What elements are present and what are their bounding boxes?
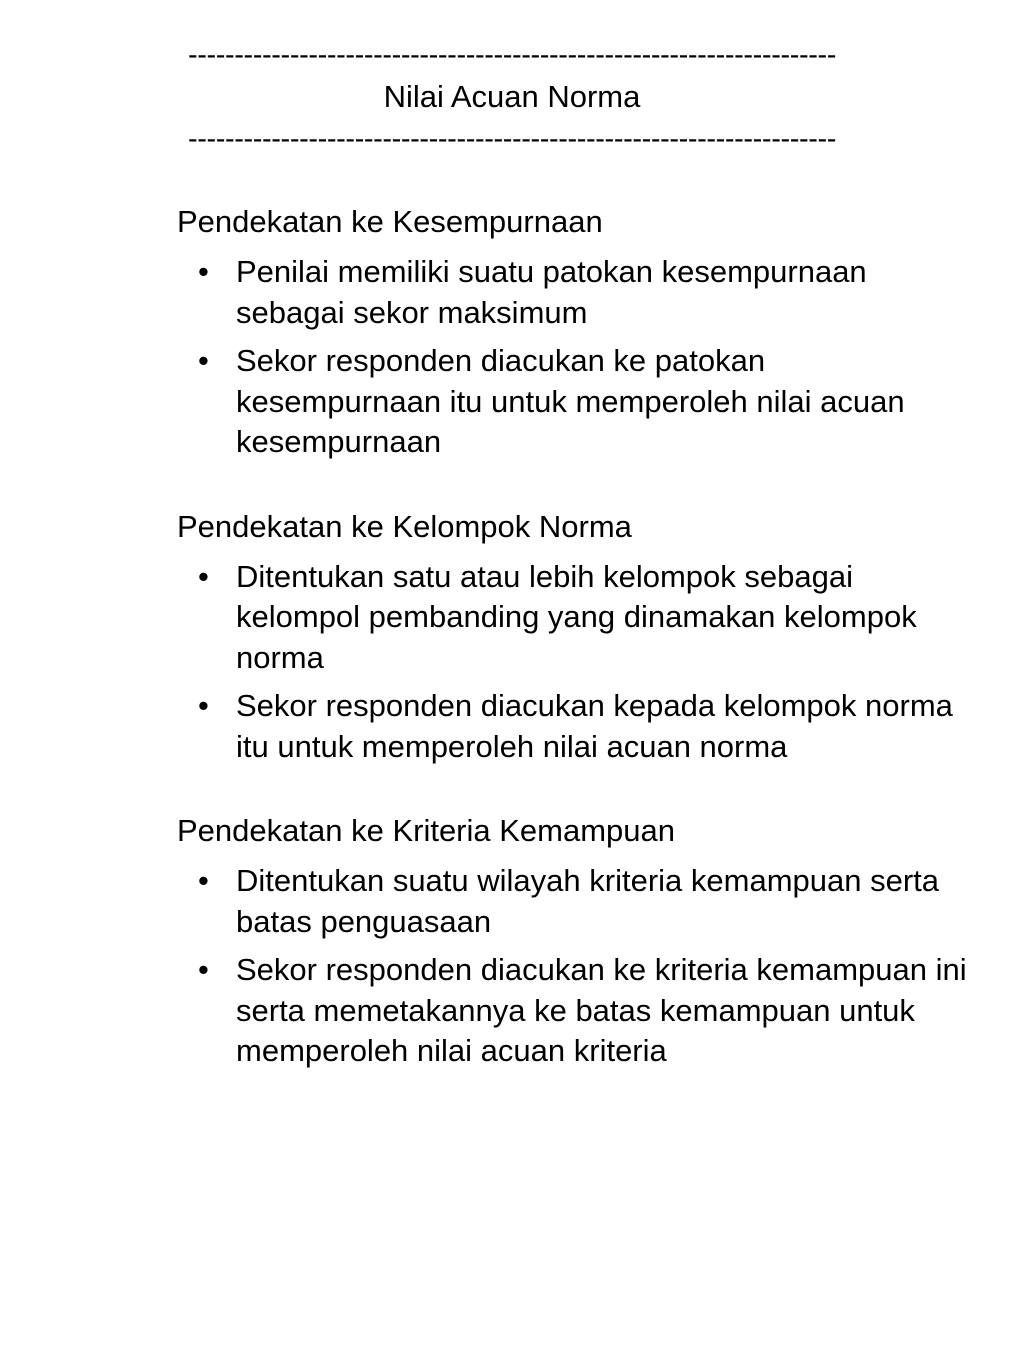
bullet-text: Ditentukan suatu wilayah kriteria kemampuan serta batas penguasaan (236, 863, 940, 939)
bullet-item (177, 686, 977, 767)
bullet-dot-icon: • (198, 254, 209, 289)
bullet-dot-icon: • (198, 343, 209, 378)
bullet-item (177, 252, 977, 333)
bullet-list (177, 557, 977, 768)
bullet-text: Sekor responden diacukan kepada kelompok norma itu untuk memperoleh nilai acuan norma (236, 688, 953, 764)
bullet-dot-icon: • (198, 952, 209, 987)
bullet-list (177, 252, 977, 463)
bullet-item (177, 861, 977, 942)
section-kesempurnaan (177, 202, 977, 463)
section-heading: Pendekatan ke Kesempurnaan (177, 204, 603, 239)
section-kriteria-kemampuan (177, 811, 977, 1072)
bullet-list (177, 861, 977, 1072)
bottom-divider-rule: ---------------------------------------------------------------------- (187, 123, 836, 155)
section-kelompok-norma (177, 507, 977, 768)
bullet-item (177, 557, 977, 679)
bullet-text: Penilai memiliki suatu patokan kesempurnaan sebagai sekor maksimum (236, 254, 867, 330)
section-heading: Pendekatan ke Kelompok Norma (177, 508, 632, 544)
bullet-text: Sekor responden diacukan ke kriteria kemampuan ini serta memetakannya ke batas kemampuan untuk memperoleh nilai acuan kriteria (236, 952, 967, 1068)
bullet-dot-icon: • (198, 558, 209, 594)
bullet-item (177, 341, 977, 463)
page-title: Nilai Acuan Norma (383, 79, 641, 114)
bullet-text: Ditentukan satu atau lebih kelompok sebagai kelompol pembanding yang dinamakan kelompok norma (236, 558, 917, 675)
bullet-item (177, 950, 977, 1072)
bullet-text: Sekor responden diacukan ke patokan kesempurnaan itu untuk memperoleh nilai acuan kesempurnaan (236, 343, 905, 459)
main-content (177, 202, 977, 1116)
section-heading: Pendekatan ke Kriteria Kemampuan (177, 813, 676, 848)
top-divider-rule: ---------------------------------------------------------------------- (187, 39, 836, 71)
bullet-dot-icon: • (198, 863, 209, 898)
bullet-dot-icon: • (198, 688, 209, 723)
